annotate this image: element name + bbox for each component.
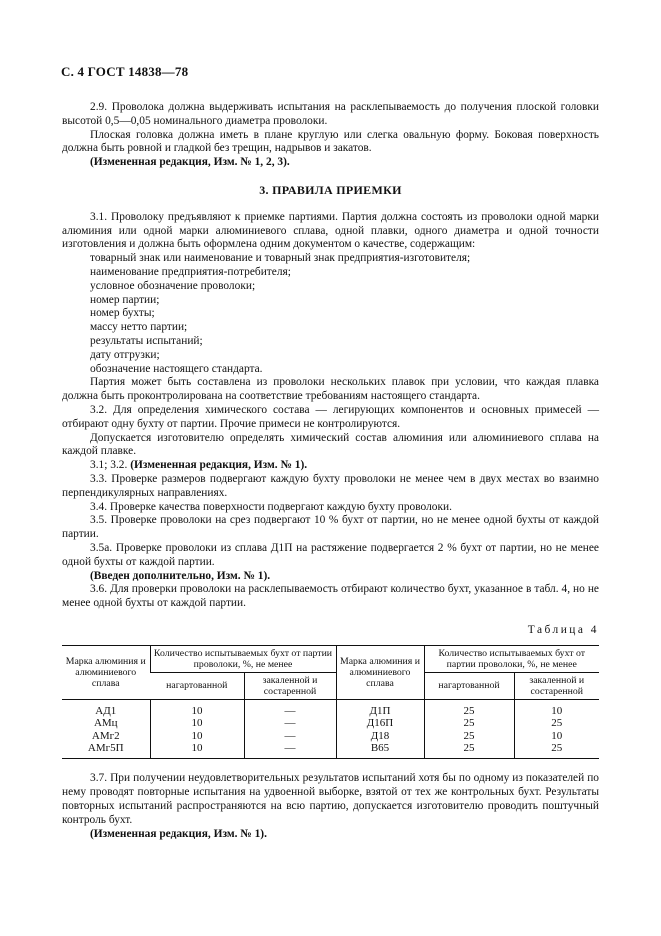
list-item: массу нетто партии; bbox=[90, 321, 188, 334]
list-item: номер бухты; bbox=[90, 307, 155, 320]
paragraph-3-5a: 3.5а. Проверке проволоки из сплава Д1П на растяжение подвергается 2 % бухт от партии, но не менее одной бухты от каждой партии. bbox=[62, 541, 599, 568]
paragraph-3-7: 3.7. При получении неудовлетворительных результатов испытаний хотя бы по одному из показателей по нему проводят повторные испытания на удвоенной выборке, взятой от тех же контрольных бухт. Результаты повторных испытаний распространяются на всю партию, допускается изготовителю проводить поштучный контроль бухт. bbox=[62, 772, 599, 826]
grade-cell: В65 bbox=[336, 742, 424, 759]
edit-note-2: (Измененная редакция, Изм. № 1). bbox=[130, 459, 308, 472]
value-cell: 10 bbox=[150, 730, 244, 742]
value-cell: 25 bbox=[424, 742, 514, 759]
value-cell: 10 bbox=[150, 742, 244, 759]
grade-cell: АД1 bbox=[95, 704, 117, 717]
grade-cell: АМг5П bbox=[62, 742, 150, 759]
paragraph-flat-head: Плоская головка должна иметь в плане круглую или слегка овальную форму. Боковая поверхность должна быть ровной и гладкой без трещин, надрывов и закатов. bbox=[62, 128, 599, 155]
paragraph-batch: Партия может быть составлена из проволоки нескольких плавок при условии, что каждая плавка должна быть проконтролирована на соответствие требованиям настоящего стандарта. bbox=[62, 376, 599, 403]
grade-cell: Д1П bbox=[336, 699, 424, 717]
paragraph-3-6: 3.6. Для проверки проволоки на расклепываемость отбирают количество бухт, указанное в табл. 4, но не менее одной бухты от каждой партии. bbox=[62, 583, 599, 610]
value-cell: 25 bbox=[424, 730, 514, 742]
header-quantity: Количество испытываемых бухт от партии проволоки, %, не менее bbox=[150, 645, 336, 672]
paragraph-3-5: 3.5. Проверке проволоки на срез подвергают 10 % бухт от партии, но не менее одной бухты от каждой партии. bbox=[62, 514, 599, 541]
list-item: дату отгрузки; bbox=[90, 348, 160, 361]
paragraph-allowed: Допускается изготовителю определять химический состав алюминия или алюминиевого сплава на каждой плавке. bbox=[62, 431, 599, 458]
value-cell: — bbox=[244, 699, 336, 717]
header-hard-drawn: нагартованной bbox=[424, 672, 514, 699]
header-annealed: закаленной и состаренной bbox=[244, 672, 336, 699]
value-cell: 10 bbox=[514, 699, 599, 717]
list-item: условное обозначение проволоки; bbox=[90, 279, 256, 292]
header-quantity: Количество испытываемых бухт от партии проволоки, %, не менее bbox=[424, 645, 599, 672]
value-cell: 25 bbox=[514, 742, 599, 759]
header-hard-drawn: нагартованной bbox=[150, 672, 244, 699]
value-cell: 10 bbox=[150, 717, 244, 729]
grade-cell: Д18 bbox=[336, 730, 424, 742]
table-caption: Таблица 4 bbox=[527, 623, 599, 636]
table-row bbox=[62, 730, 599, 742]
table-row bbox=[62, 717, 599, 729]
paragraph-3-4: 3.4. Проверке качества поверхности подвергают каждую бухту проволоки. bbox=[90, 500, 452, 513]
value-cell: — bbox=[244, 717, 336, 729]
list-item: товарный знак или наименование и товарный знак предприятия-изготовителя; bbox=[90, 252, 471, 265]
value-cell: 25 bbox=[514, 717, 599, 729]
table-row bbox=[62, 699, 599, 717]
value-cell: 10 bbox=[150, 699, 244, 717]
grade-cell: АМг2 bbox=[91, 729, 120, 742]
value-cell: 25 bbox=[424, 717, 514, 729]
paragraph-3-2: 3.2. Для определения химического состава — легирующих компонентов и основных примесей — отбирают одну бухту от партии. Прочие примеси не контролируются. bbox=[62, 403, 599, 430]
page-header: С. 4 ГОСТ 14838—78 bbox=[61, 64, 189, 79]
paragraph-3-3: 3.3. Проверке размеров подвергают каждую бухту проволоки не менее чем в двух местах во взаимно перпендикулярных направлениях. bbox=[62, 472, 599, 499]
list-item: обозначение настоящего стандарта. bbox=[90, 362, 263, 375]
list-item: номер партии; bbox=[90, 293, 160, 306]
paragraph-3-1-3-2 bbox=[62, 459, 599, 473]
edit-note-last: (Измененная редакция, Изм. № 1). bbox=[90, 827, 267, 840]
ref-3-1-3-2: 3.1; 3.2. bbox=[90, 459, 131, 472]
header-grade: Марка алюминия и алюминиевого сплава bbox=[336, 645, 424, 699]
list-item: наименование предприятия-потребителя; bbox=[90, 265, 291, 278]
value-cell: — bbox=[244, 742, 336, 759]
table-4 bbox=[62, 645, 599, 760]
list-item: результаты испытаний; bbox=[90, 334, 203, 347]
edit-note-1: (Измененная редакция, Изм. № 1, 2, 3). bbox=[90, 156, 290, 169]
document-body bbox=[62, 101, 599, 841]
header-annealed: закаленной и состаренной bbox=[514, 672, 599, 699]
grade-cell: АМц bbox=[93, 717, 118, 730]
paragraph-2-9: 2.9. Проволока должна выдерживать испытания на расклепываемость до получения плоской головки высотой 0,5—0,05 номинального диаметра проволоки. bbox=[62, 101, 599, 127]
added-note: (Введен дополнительно, Изм. № 1). bbox=[90, 569, 271, 582]
paragraph-3-1: 3.1. Проволоку предъявляют к приемке партиями. Партия должна состоять из проволоки одной марки алюминия или одной марки алюминиевого сплава, одной плавки, одного диаметра и одной точности изготовления и должна быть оформлена одним документом о качестве, содержащим: bbox=[62, 210, 599, 251]
header-grade: Марка алюминия и алюминиевого сплава bbox=[62, 645, 150, 699]
value-cell: 10 bbox=[514, 730, 599, 742]
value-cell: — bbox=[244, 730, 336, 742]
value-cell: 25 bbox=[424, 699, 514, 717]
grade-cell: Д16П bbox=[336, 717, 424, 729]
section-title: 3. ПРАВИЛА ПРИЕМКИ bbox=[259, 182, 402, 197]
table-row bbox=[62, 742, 599, 759]
